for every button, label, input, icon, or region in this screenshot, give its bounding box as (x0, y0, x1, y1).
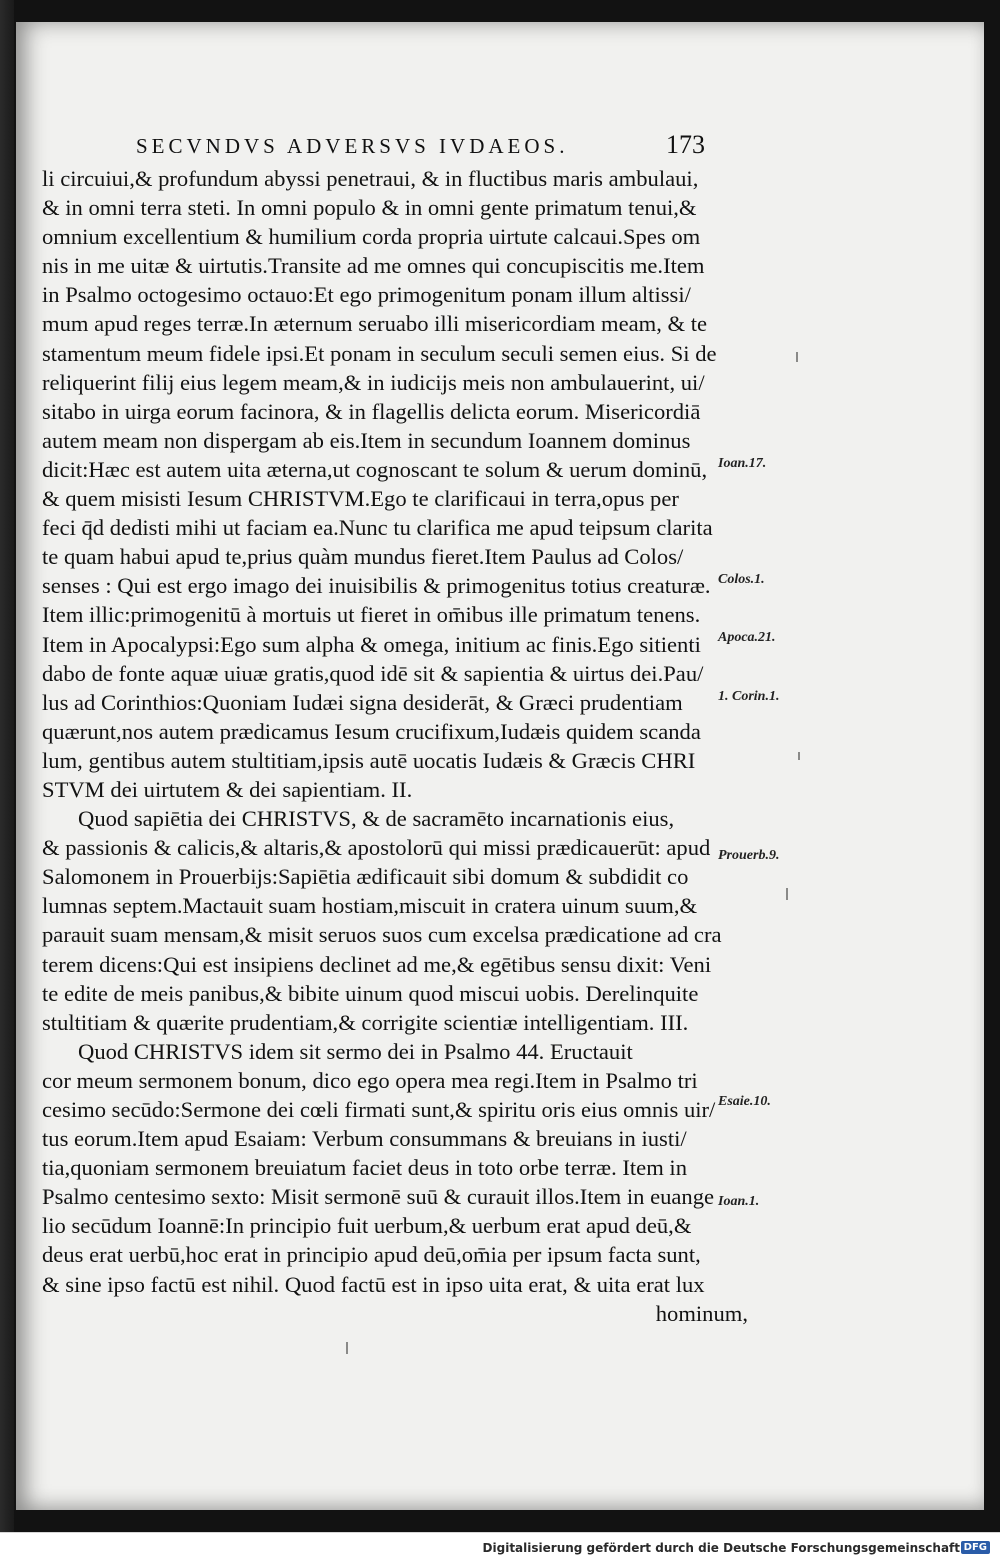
text-line: reliquerint filij eius legem meam,& in iudicijs meis non ambulauerint, ui/ (42, 369, 705, 395)
text-line: & passionis & calicis,& altaris,& apostolorū qui missi prædicauerūt: apud (42, 835, 711, 861)
marginal-note: 1. Corin.1. (718, 689, 780, 704)
paper-mark (796, 352, 798, 362)
text-line: cor meum sermonem bonum, dico ego opera mea regi.Item in Psalmo tri (42, 1067, 698, 1093)
text-line: quærunt,nos autem prædicamus Iesum crucifixum,Iudæis quidem scanda (42, 718, 701, 744)
text-line: Quod sapiētia dei CHRISTVS, & de sacramēto incarnationis eius, (78, 806, 675, 832)
text-line: lum, gentibus autem stultitiam,ipsis autē uocatis Iudæis & Græcis CHRI (42, 747, 696, 773)
book-spine (0, 0, 14, 1532)
text-line: tus eorum.Item apud Esaiam: Verbum consummans & breuians in iusti/ (42, 1126, 687, 1152)
text-line: terem dicens:Qui est insipiens declinet ad me,& egētibus sensu dixit: Veni (42, 951, 712, 977)
catchword: hominum, (655, 1300, 748, 1326)
text-line: lio secūdum Ioannē:In principio fuit uerbum,& uerbum erat apud deū,& (42, 1213, 692, 1239)
text-line: te quam habui apud te,prius quàm mundus fieret.Item Paulus ad Colos/ (42, 544, 684, 570)
text-line: lus ad Corinthios:Quoniam Iudæi signa desiderāt, & Græci prudentiam (42, 689, 683, 715)
text-line: cesimo secūdo:Sermone dei cœli firmati sunt,& spiritu oris eius omnis uir/ (42, 1097, 716, 1122)
marginal-note: Colos.1. (718, 572, 765, 587)
text-line: Salomonem in Prouerbijs:Sapiētia ædificauit sibi domum & subdidit co (42, 864, 689, 890)
text-line: & in omni terra steti. In omni populo & in omni gente primatum tenui,& (42, 195, 697, 221)
text-line: Psalmo centesimo sexto: Misit sermonē suū & curauit illos.Item in euange (42, 1184, 715, 1210)
text-line: STVM dei uirtutem & dei sapientiam. II. (42, 776, 413, 802)
text-line: omnium excellentium & humilium corda propria uirtute calcaui.Spes om (42, 224, 701, 250)
text-line: deus erat uerbū,hoc erat in principio apud deū,om̄ia per ipsum facta sunt, (42, 1242, 701, 1268)
digitization-footer (0, 1532, 1000, 1563)
running-head: SECVNDVS ADVERSVS IVDAEOS. (136, 134, 569, 158)
text-line: in Psalmo octogesimo octauo:Et ego primogenitum ponam illum altissi/ (42, 282, 691, 308)
text-line: parauit suam mensam,& misit seruos suos cum excelsa prædicatione ad cra (42, 922, 722, 948)
text-line: stultitiam & quærite prudentiam,& corrigite scientiæ intelligentiam. III. (42, 1009, 689, 1035)
text-line: dicit:Hæc est autem uita æterna,ut cognoscant te solum & uerum dominū, (42, 456, 708, 482)
text-line: sitabo in uirga eorum facinora, & in flagellis delicta eorum. Misericordiā (42, 398, 701, 424)
text-line: tia,quoniam sermonem breuiatum faciet deus in toto orbe terræ. Item in (42, 1155, 687, 1181)
paper-mark (798, 752, 800, 760)
text-line: & sine ipso factū est nihil. Quod factū est in ipso uita erat, & uita erat lux (42, 1271, 705, 1297)
footer-credit: Digitalisierung gefördert durch die Deutsche Forschungsgemeinschaft (482, 1541, 960, 1555)
dfg-logo: DFG (961, 1541, 990, 1554)
book-page (16, 22, 984, 1510)
text-line: autem meam non dispergam ab eis.Item in secundum Ioannem dominus (42, 427, 691, 453)
paper-mark (786, 888, 788, 900)
folio-number: 173 (666, 130, 705, 159)
marginal-note: Ioan.1. (718, 1194, 760, 1209)
main-text (42, 164, 748, 1328)
text-line: dabo de fonte aquæ uiuæ gratis,quod idē sit & sapientia & uirtus dei.Pau/ (42, 660, 704, 686)
text-line: li circuiui,& profundum abyssi penetraui, & in fluctibus maris ambulaui, (42, 166, 699, 191)
text-line: te edite de meis panibus,& bibite uinum quod miscui uobis. Derelinquite (42, 980, 699, 1006)
text-line: lumnas septem.Mactauit suam hostiam,miscuit in cratera uinum suum,& (42, 893, 698, 919)
text-line: stamentum meum fidele ipsi.Et ponam in seculum seculi semen eius. Si de (42, 340, 717, 366)
text-line: nis in me uitæ & uirtutis.Transite ad me omnes qui concupiscitis me.Item (42, 253, 705, 279)
marginal-note: Apoca.21. (718, 630, 776, 645)
text-line: Item in Apocalypsi:Ego sum alpha & omega, initium ac finis.Ego sitienti (42, 631, 701, 657)
text-line: Quod CHRISTVS idem sit sermo dei in Psalmo 44. Eructauit (78, 1038, 633, 1064)
marginal-note: Esaie.10. (718, 1094, 771, 1109)
paper-mark (346, 1342, 348, 1354)
text-line: senses : Qui est ergo imago dei inuisibilis & primogenitus totius creaturæ. (42, 573, 711, 599)
marginal-note: Prouerb.9. (718, 848, 780, 863)
marginal-note: Ioan.17. (718, 456, 767, 471)
text-line: mum apud reges terræ.In æternum seruabo illi misericordiam meam, & te (42, 311, 708, 337)
text-line: Item illic:primogenitū à mortuis ut fieret in om̄ibus ille primatum tenens. (42, 602, 701, 628)
text-line: feci q̄d dedisti mihi ut faciam ea.Nunc tu clarifica me apud teipsum clarita (42, 515, 713, 541)
text-line: & quem misisti Iesum CHRISTVM.Ego te clarificaui in terra,opus per (42, 486, 679, 512)
